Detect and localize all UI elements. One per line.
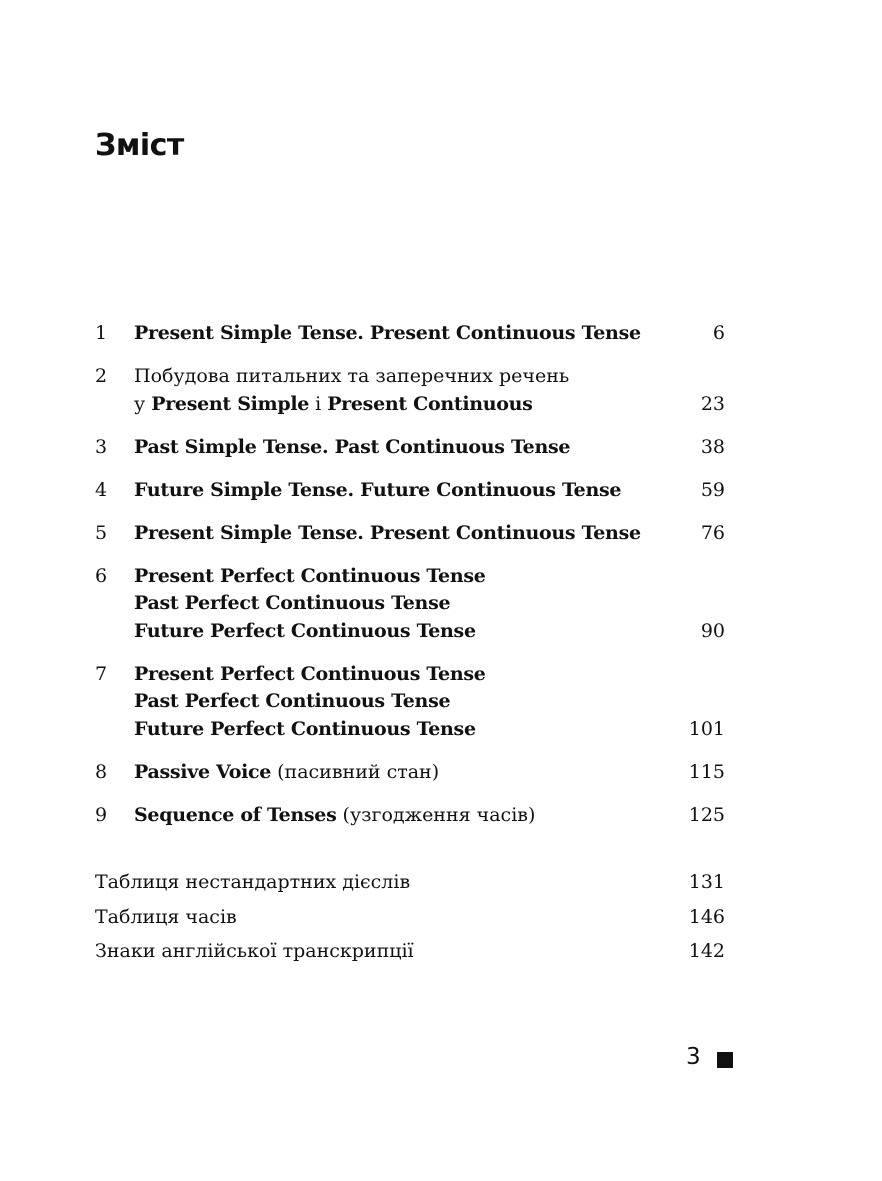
- toc-entry[interactable]: [95, 661, 725, 744]
- appendix-entry-page: 142: [688, 940, 725, 962]
- bold-text: Past Perfect Continuous Tense: [134, 690, 451, 712]
- toc-entry-title: [134, 759, 725, 787]
- toc-entry-line: [134, 391, 655, 419]
- toc-entry-page: 76: [700, 521, 725, 544]
- toc-entry-title: [134, 520, 725, 548]
- bold-text: Present Simple: [151, 392, 310, 415]
- page-title: Зміст: [95, 128, 184, 163]
- toc-entry-number: 5: [95, 521, 108, 544]
- toc-entry-number: 8: [95, 760, 108, 783]
- toc-entry-number: 2: [95, 365, 108, 387]
- toc-entry[interactable]: [95, 759, 725, 787]
- appendix-entry-title: Таблиця нестандартних дієслів: [95, 871, 411, 893]
- regular-text: (узгодження часів): [336, 803, 536, 826]
- bold-text: Sequence of Tenses: [134, 803, 337, 826]
- toc-entry-page: 125: [688, 803, 725, 826]
- toc-entry-page: 115: [688, 760, 725, 783]
- bold-text: Past Simple Tense. Past Continuous Tense: [134, 435, 571, 458]
- toc-entry-page: 38: [700, 435, 725, 458]
- toc-entry-page: 23: [700, 392, 725, 415]
- bold-text: Present Simple Tense. Present Continuous Tense: [134, 322, 641, 344]
- bold-text: Future Perfect Continuous Tense: [134, 619, 476, 642]
- toc-entry-number: 6: [95, 564, 108, 587]
- appendix-entry-title: Знаки англійської транскрипції: [95, 940, 414, 962]
- toc-entry-line: [134, 661, 655, 689]
- toc-entry-title: [134, 661, 725, 744]
- regular-text: у: [134, 392, 152, 415]
- bold-text: Passive Voice: [134, 760, 272, 783]
- toc-entry-number: 9: [95, 803, 108, 826]
- regular-text: і: [309, 392, 328, 415]
- regular-text: (пасивний стан): [271, 760, 440, 783]
- toc-entry-title: [134, 434, 725, 462]
- toc-entry-page: 6: [712, 322, 725, 344]
- toc-entry-line: [134, 618, 655, 646]
- bold-text: Future Perfect Continuous Tense: [134, 717, 476, 740]
- toc-entry-page: 90: [700, 619, 725, 642]
- toc-entry[interactable]: [95, 434, 725, 462]
- toc-entry-page: 59: [700, 478, 725, 501]
- page-number: 3: [686, 1044, 701, 1070]
- toc-entry-title: [134, 563, 725, 646]
- appendix-entry-page: 146: [688, 905, 725, 928]
- toc-entry-line: [134, 477, 655, 505]
- appendix-list: [95, 869, 725, 973]
- toc-entry[interactable]: [95, 802, 725, 830]
- toc-entry-line: [134, 363, 655, 391]
- toc-entry-line: [134, 590, 655, 618]
- bold-text: Past Perfect Continuous Tense: [134, 592, 451, 614]
- toc-entry-number: 3: [95, 435, 108, 458]
- bold-text: Present Perfect Continuous Tense: [134, 564, 486, 587]
- toc-entry[interactable]: [95, 563, 725, 646]
- toc-entry-title: [134, 320, 725, 348]
- bold-text: Present Perfect Continuous Tense: [134, 662, 486, 685]
- appendix-entry[interactable]: [95, 938, 725, 966]
- toc-entry-number: 4: [95, 478, 108, 501]
- toc-entry-line: [134, 802, 655, 830]
- toc-entry-title: [134, 802, 725, 830]
- toc-entry-line: [134, 759, 655, 787]
- table-of-contents: [95, 320, 725, 845]
- toc-entry-number: 1: [95, 322, 108, 344]
- toc-entry[interactable]: [95, 477, 725, 505]
- appendix-entry-page: 131: [688, 871, 725, 893]
- appendix-entry[interactable]: [95, 869, 725, 897]
- toc-entry-number: 7: [95, 662, 108, 685]
- bold-text: Present Continuous: [327, 392, 533, 415]
- toc-entry[interactable]: [95, 320, 725, 348]
- bold-text: Future Simple Tense. Future Continuous Tense: [134, 478, 622, 501]
- square-marker-icon: [717, 1052, 733, 1068]
- toc-entry-line: [134, 434, 655, 462]
- toc-entry-page: 101: [688, 717, 725, 740]
- appendix-entry[interactable]: [95, 904, 725, 932]
- toc-entry-title: [134, 477, 725, 505]
- toc-entry[interactable]: [95, 363, 725, 418]
- toc-entry-line: [134, 320, 655, 348]
- toc-entry[interactable]: [95, 520, 725, 548]
- toc-entry-line: [134, 520, 655, 548]
- toc-entry-line: [134, 563, 655, 591]
- appendix-entry-title: Таблиця часів: [95, 905, 237, 928]
- regular-text: Побудова питальних та заперечних речень: [134, 365, 570, 387]
- toc-entry-line: [134, 688, 655, 716]
- bold-text: Present Simple Tense. Present Continuous Tense: [134, 521, 641, 544]
- toc-entry-title: [134, 363, 725, 418]
- toc-entry-line: [134, 716, 655, 744]
